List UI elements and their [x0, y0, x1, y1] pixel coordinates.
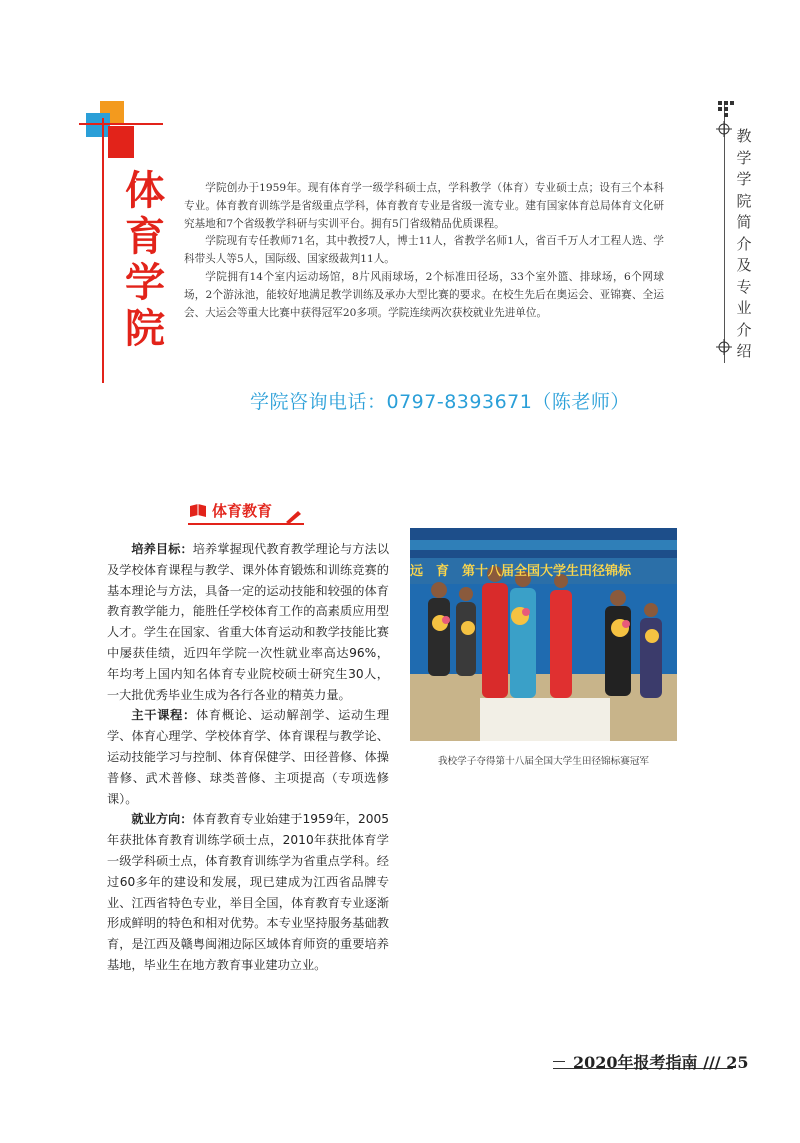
courses-text: 体育概论、运动解剖学、运动生理学、体育心理学、学校体育学、体育课程与教学论、运动技能学习与控制、体育保健学、田径普修、体操普修、武术普修、球类普修、主项提高（专项选修课）。: [107, 708, 390, 806]
crosshair-icon: [716, 339, 732, 355]
banner-text: 远 育 第十八届全国大学生田径锦标: [410, 564, 632, 579]
career-paragraph: [107, 809, 389, 975]
section-underline: [188, 523, 304, 525]
decor-red-block: [108, 126, 134, 158]
career-label: 就业方向：: [131, 812, 193, 827]
award-photo: [410, 528, 677, 741]
career-text: 体育教育专业始建于1959年，2005年获批体育教育训练学硕士点，2010年获批体育学一级学科硕士点，体育教育训练学为省重点学科。经过60多年的建设和发展，现已建成为江西省品牌专业、江西省特色专业，举目全国，体育教育专业逐渐形成鲜明的特色和相对优势。本专业坚持服务基础教育，是江西及赣粤闽湘边际区域体育师资的重要培养基地，毕业生在地方教育事业建功立业。: [107, 812, 389, 972]
college-intro: [184, 180, 664, 322]
footer-dash: [553, 1061, 565, 1062]
crosshair-icon: [716, 121, 732, 137]
goal-paragraph: [107, 539, 389, 705]
book-icon: [188, 501, 208, 521]
intro-paragraph: 学院现有专任教师71名，其中教授7人，博士11人，省教学名师1人，省百千万人才工程人选、学科带头人等5人，国际级、国家级裁判11人。: [184, 235, 664, 266]
courses-paragraph: [107, 705, 389, 809]
footer-page-label: 2020年报考指南 /// 25: [573, 1053, 749, 1072]
section-title: 体育教育: [212, 502, 273, 520]
photo-caption: 我校学子夺得第十八届全国大学生田径锦标赛冠军: [437, 756, 650, 767]
college-title: 体育学院: [125, 167, 165, 352]
sidebar-line: [724, 103, 725, 363]
goal-label: 培养目标：: [131, 542, 193, 556]
goal-text: 培养掌握现代教育教学理论与方法以及学校体育课程与教学、课外体育锻炼和训练竞赛的基本理论与方法，具备一定的运动技能和较强的体育教育教学能力，能胜任学校体育工作的高素质应用型人才。学生在国家、省重大体育运动和教学技能比赛中屡获佳绩，近四年学院一次性就业率高达96%，年均考上国内知名体育专业院校硕士研究生30人，一大批优秀毕业生成为各行各业的精英力量。: [107, 542, 390, 702]
contact-phone: 学院咨询电话：0797-8393671（陈老师）: [250, 391, 630, 413]
section-body: [107, 539, 389, 976]
intro-paragraph: 学院创办于1959年。现有体育学一级学科硕士点，学科教学（体育）专业硕士点；设有三个本科专业。体育教育训练学是省级重点学科，体育教育专业是省级一流专业。建有国家体育总局体育文化研究基地和7个省级教学科研与实训平台。拥有5门省级精品优质课程。: [184, 182, 664, 230]
decor-blue-block: [86, 113, 110, 137]
decor-red-hline: [79, 123, 163, 125]
courses-label: 主干课程：: [131, 708, 196, 723]
pencil-icon: [284, 508, 304, 524]
decor-red-vline: [102, 118, 104, 383]
grid-logo-icon: [716, 99, 736, 119]
intro-paragraph: 学院拥有14个室内运动场馆，8片风雨球场，2个标准田径场，33个室外篮、排球场，6个网球场，2个游泳池，能较好地满足教学训练及承办大型比赛的要求。在校生先后在奥运会、亚锦赛、全运会、大运会等重大比赛中获得冠军20多项。学院连续两次获校就业先进单位。: [184, 270, 664, 319]
sidebar-vertical-text: 教学学院简介及专业介绍: [736, 127, 752, 360]
